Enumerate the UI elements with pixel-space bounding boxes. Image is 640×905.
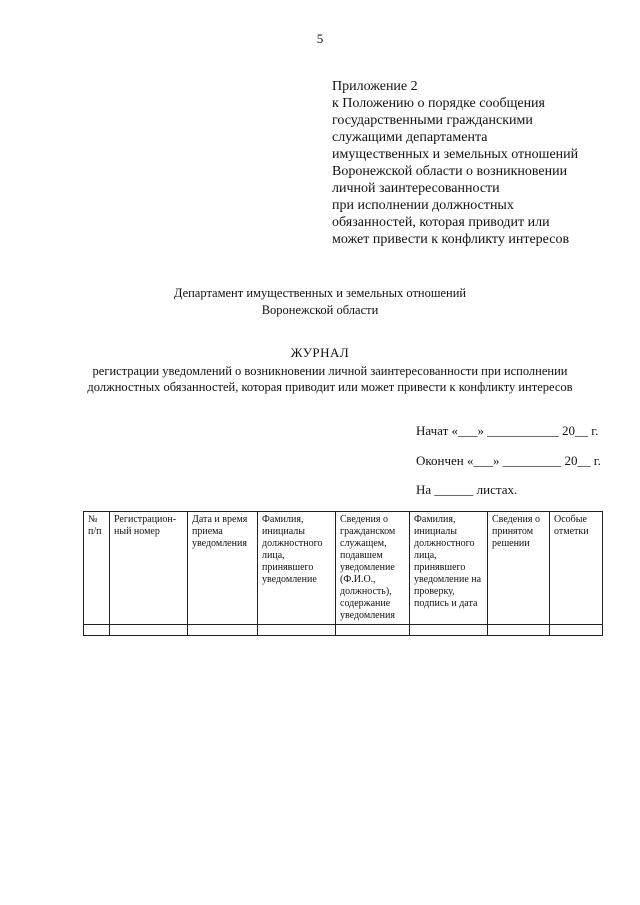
table-cell — [410, 625, 488, 636]
appendix-line: к Положению о порядке сообщения — [332, 96, 545, 111]
table-cell — [488, 625, 550, 636]
appendix-line: служащими департамента — [332, 130, 488, 145]
appendix-heading — [332, 78, 632, 248]
journal-subtitle-line: должностных обязанностей, которая приводит или может привести к конфликту интересов — [87, 380, 573, 394]
column-header-receiving-official: Фамилия, инициалы должностного лица, принявшего уведомление — [258, 512, 336, 625]
table-cell — [550, 625, 603, 636]
column-header-notes: Особые отметки — [550, 512, 603, 625]
table-row — [84, 625, 603, 636]
table-cell — [258, 625, 336, 636]
journal-table — [83, 511, 603, 636]
column-header-reviewing-official: Фамилия, инициалы должностного лица, принявшего уведомление на проверку, подпись и дата — [410, 512, 488, 625]
page-number: 5 — [316, 31, 324, 46]
appendix-line: Приложение 2 — [332, 79, 418, 94]
journal-subtitle — [60, 363, 600, 395]
appendix-line: при исполнении должностных — [332, 198, 514, 213]
table-cell — [110, 625, 188, 636]
journal-ended: Окончен «___» _________ 20__ г. — [416, 453, 601, 468]
column-header-number: № п/п — [84, 512, 110, 625]
appendix-line: может привести к конфликту интересов — [332, 232, 570, 247]
appendix-line: Воронежской области о возникновении — [332, 164, 568, 179]
journal-started: Начат «___» ___________ 20__ г. — [416, 423, 599, 438]
table-cell — [188, 625, 258, 636]
appendix-line: личной заинтересованности — [332, 181, 500, 196]
column-header-decision: Сведения о принятом решении — [488, 512, 550, 625]
journal-title: ЖУРНАЛ — [290, 345, 350, 360]
journal-subtitle-line: регистрации уведомлений о возникновении личной заинтересованности при исполнении — [92, 364, 568, 378]
department-line: Воронежской области — [261, 303, 379, 317]
department-name — [0, 285, 640, 319]
table-cell — [84, 625, 110, 636]
appendix-line: государственными гражданскими — [332, 113, 533, 128]
column-header-received-datetime: Дата и время приема уведомления — [188, 512, 258, 625]
journal-sheets: На ______ листах. — [416, 482, 518, 497]
appendix-line: имущественных и земельных отношений — [332, 147, 579, 162]
column-header-employee-details: Сведения о гражданском служащем, подавшем уведомление (Ф.И.О., должность), содержание уведомления — [336, 512, 410, 625]
department-line: Департамент имущественных и земельных отношений — [173, 286, 467, 300]
column-header-registration-number: Регистрацион-ный номер — [110, 512, 188, 625]
appendix-line: обязанностей, которая приводит или — [332, 215, 550, 230]
table-header-row — [84, 512, 603, 625]
table-cell — [336, 625, 410, 636]
